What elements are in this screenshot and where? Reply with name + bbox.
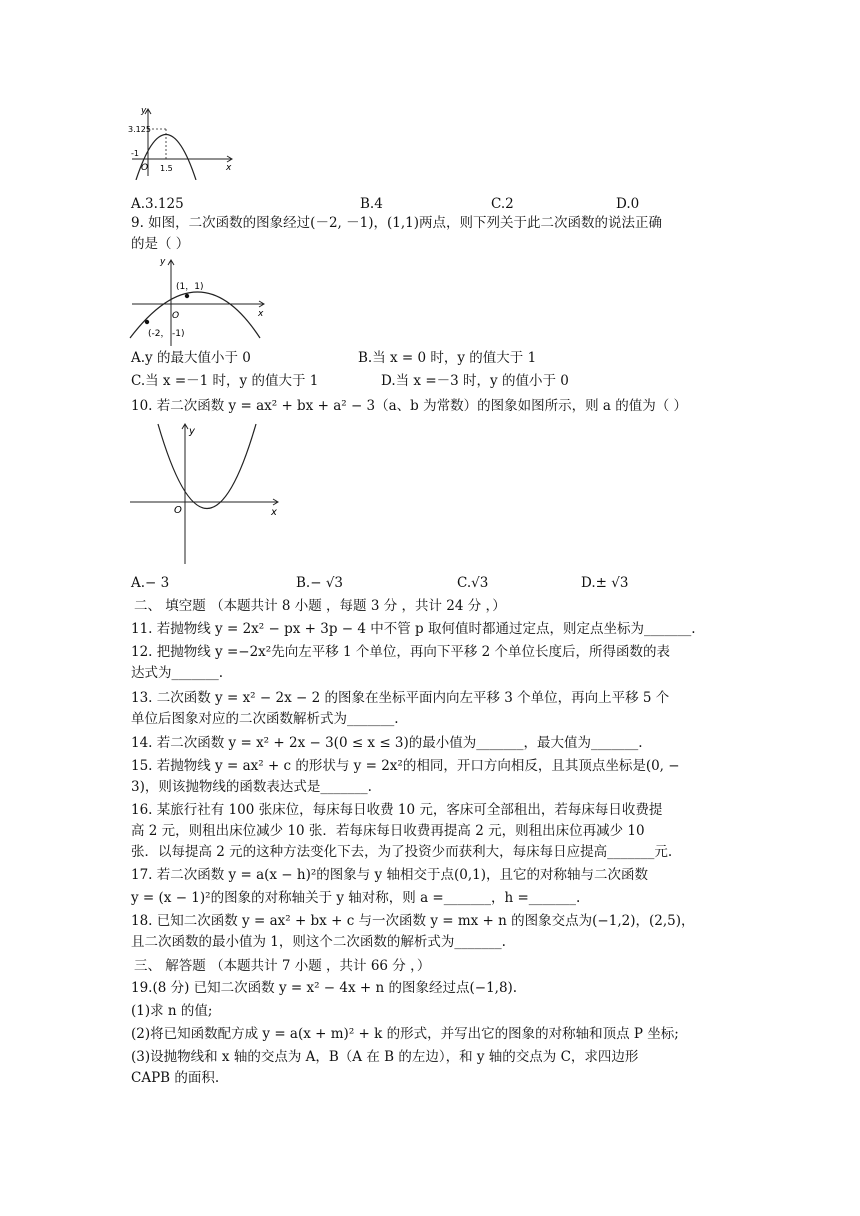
q18-text-line1: 18. 已知二次函数 y = ax² + bx + c 与一次函数 y = mx + n 的图象交点为(−1,2)，(2,5)， <box>131 913 695 929</box>
x-axis-label: x <box>226 163 232 173</box>
point-1-1 <box>185 294 189 298</box>
q17-text-line2: y = (x − 1)²的图象的对称轴关于 y 轴对称，则 a =_______，h =_______. <box>131 890 581 906</box>
q16-text-line1: 16. 某旅行社有 100 张床位，每床每日收费 10 元，客床可全部租出，若每床每日收费提 <box>131 802 663 818</box>
y-axis-label: y <box>160 257 166 267</box>
q10-option-a: A.− 3 <box>131 575 170 591</box>
parabola <box>158 424 256 509</box>
q14-text: 14. 若二次函数 y = x² + 2x − 3(0 ≤ x ≤ 3)的最小值为_______，最大值为_______. <box>131 735 643 751</box>
section-2-heading: 二、 填空题 （本题共计 8 小题 ，每题 3 分 ，共计 24 分 ，） <box>134 598 506 614</box>
q9-text-line1: 9. 如图，二次函数的图象经过(－2, －1)，(1,1)两点，则下列关于此二次函数的说法正确 <box>131 215 662 231</box>
point-label-neg1: -1) <box>172 329 185 339</box>
q8-graph <box>128 104 238 180</box>
q13-text-line1: 13. 二次函数 y = x² − 2x − 2 的图象在坐标平面内向左平移 3 个单位，再向上平移 5 个 <box>131 690 670 706</box>
q10-option-d: D.± √3 <box>581 575 629 591</box>
section-3-heading: 三、 解答题 （本题共计 7 小题 ，共计 66 分 ，） <box>134 958 431 974</box>
q12-text-line1: 12. 把抛物线 y =−2x²先向左平移 1 个单位，再向下平移 2 个单位长度后，所得函数的表 <box>131 644 671 660</box>
origin-label: O <box>174 505 182 516</box>
q19-part-3-line2: CAPB 的面积. <box>131 1070 220 1086</box>
x-axis-label: x <box>258 309 264 319</box>
point-label-neg2: (-2， <box>148 329 170 339</box>
q15-text-line2: 3)，则该抛物线的函数表达式是_______. <box>131 779 372 795</box>
q19-part-3-line1: (3)设抛物线和 x 轴的交点为 A，B（A 在 B 的左边），和 y 轴的交点为 C，求四边形 <box>131 1049 639 1065</box>
q17-text-line1: 17. 若二次函数 y = a(x − h)²的图象与 y 轴相交于点(0,1)，且它的对称轴与二次函数 <box>131 867 648 883</box>
q8-option-d: D.0 <box>616 196 640 212</box>
q9-option-b: B.当 x = 0 时，y 的值大于 1 <box>358 350 537 366</box>
q16-text-line3: 张．以每提高 2 元的这种方法变化下去，为了投资少而获利大，每床每日应提高_______元. <box>131 844 673 860</box>
point-label-1-1: (1，1) <box>176 282 204 292</box>
point-neg2-neg1 <box>145 320 149 324</box>
y-axis-label: y <box>189 426 195 437</box>
q11-text: 11. 若抛物线 y = 2x² − px + 3p − 4 中不管 p 取何值时都通过定点，则定点坐标为_______. <box>131 621 696 637</box>
origin-label: O <box>141 163 149 173</box>
q10-option-c: C.√3 <box>457 575 489 591</box>
q18-text-line2: 且二次函数的最小值为 1，则这个二次函数的解析式为_______. <box>131 934 506 950</box>
q16-text-line2: 高 2 元，则租出床位减少 10 张．若每床每日收费再提高 2 元，则租出床位再减少 10 <box>131 823 645 839</box>
q8-option-b: B.4 <box>360 196 383 212</box>
x-axis-label: x <box>271 507 277 518</box>
q8-option-c: C.2 <box>491 196 514 212</box>
q8-option-a: A.3.125 <box>131 196 184 212</box>
y-axis-label: y <box>141 106 147 116</box>
q12-text-line2: 达式为_______. <box>131 665 224 681</box>
neg-tick-label: -1 <box>131 149 139 158</box>
q19-text-line1: 19.(8 分) 已知二次函数 y = x² − 4x + n 的图象经过点(−1,8). <box>131 980 518 996</box>
q10-option-b: B.− √3 <box>296 575 344 591</box>
q9-graph <box>128 256 268 348</box>
x-tick-label: 1.5 <box>160 164 173 173</box>
y-tick-label: 3.125 <box>128 125 151 134</box>
q19-part-2: (2)将已知函数配方成 y = a(x + m)² + k 的形式，并写出它的图象的对称轴和顶点 P 坐标; <box>131 1026 679 1042</box>
q9-option-d: D.当 x =－3 时，y 的值小于 0 <box>381 373 569 389</box>
q19-part-1: (1)求 n 的值; <box>131 1003 213 1019</box>
q10-text-line1: 10. 若二次函数 y = ax² + bx + a² − 3（a、b 为常数）的图象如图所示，则 a 的值为（ ） <box>131 398 688 414</box>
q9-text-line2: 的是（ ） <box>131 236 190 252</box>
origin-label: O <box>172 311 180 321</box>
q10-graph <box>128 418 284 568</box>
q9-option-a: A.y 的最大值小于 0 <box>131 350 251 366</box>
q15-text-line1: 15. 若抛物线 y = ax² + c 的形状与 y = 2x²的相同，开口方向相反，且其顶点坐标是(0, − <box>131 758 680 774</box>
q9-option-c: C.当 x =－1 时，y 的值大于 1 <box>131 373 319 389</box>
q13-text-line2: 单位后图象对应的二次函数解析式为_______. <box>131 711 399 727</box>
